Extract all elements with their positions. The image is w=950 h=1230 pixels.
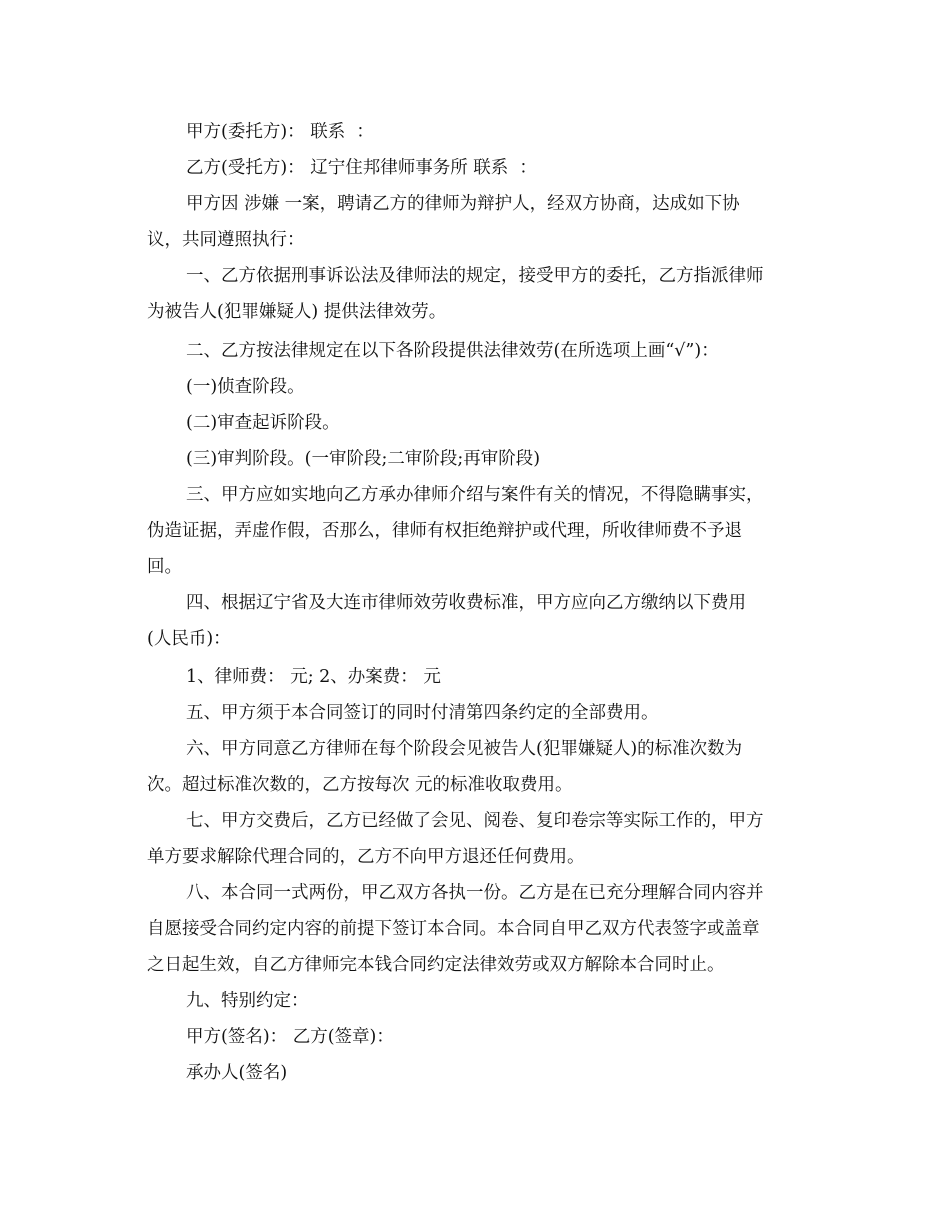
clause-4-line-2: (人民币)：	[147, 629, 231, 649]
clause-6-line-1: 六、甲方同意乙方律师在每个阶段会见被告人(犯罪嫌疑人)的标准次数为	[186, 739, 743, 759]
stage-trial: (三)审判阶段。(一审阶段;二审阶段;再审阶段)	[186, 449, 541, 469]
clause-2-line: 二、乙方按法律规定在以下各阶段提供法律效劳(在所选项上画“√”)：	[186, 341, 719, 361]
clause-5-line: 五、甲方须于本合同签订的同时付清第四条约定的全部费用。	[186, 703, 659, 723]
party-a-line: 甲方(委托方)： 联系 ：	[186, 122, 374, 142]
clause-3-line-1: 三、甲方应如实地向乙方承办律师介绍与案件有关的情况，不得隐瞒事实，	[186, 485, 764, 505]
clause-3-line-3: 回。	[147, 557, 182, 577]
clause-7-line-2: 单方要求解除代理合同的，乙方不向甲方退还任何费用。	[147, 847, 585, 867]
clause-8-line-2: 自愿接受合同约定内容的前提下签订本合同。本合同自甲乙双方代表签字或盖章	[147, 919, 760, 939]
party-b-line: 乙方(受托方)： 辽宁住邦律师事务所 联系 ：	[186, 158, 537, 178]
clause-1-line-1: 一、乙方依据刑事诉讼法及律师法的规定，接受甲方的委托，乙方指派律师	[186, 266, 764, 286]
preamble-line-2: 议，共同遵照执行：	[147, 230, 305, 250]
clause-4-line-1: 四、根据辽宁省及大连市律师效劳收费标准，甲方应向乙方缴纳以下费用	[186, 593, 746, 613]
stage-prosecution-review: (二)审查起诉阶段。	[186, 413, 340, 433]
clause-7-line-1: 七、甲方交费后，乙方已经做了会见、阅卷、复印卷宗等实际工作的，甲方	[186, 811, 764, 831]
fee-line: 1、律师费： 元; 2、办案费： 元	[186, 667, 441, 687]
clause-8-line-1: 八、本合同一式两份，甲乙双方各执一份。乙方是在已充分理解合同内容并	[186, 883, 764, 903]
signature-line: 甲方(签名)： 乙方(签章)：	[186, 1027, 394, 1047]
preamble-line-1: 甲方因 涉嫌 一案，聘请乙方的律师为辩护人，经双方协商，达成如下协	[186, 194, 740, 214]
clause-8-line-3: 之日起生效，自乙方律师完本钱合同约定法律效劳或双方解除本合同时止。	[147, 955, 725, 975]
clause-1-line-2: 为被告人(犯罪嫌疑人) 提供法律效劳。	[147, 302, 447, 322]
handler-signature-line: 承办人(签名)	[186, 1063, 288, 1083]
clause-9-line: 九、特别约定：	[186, 991, 309, 1011]
stage-investigation: (一)侦查阶段。	[186, 377, 305, 397]
clause-6-line-2: 次。超过标准次数的，乙方按每次 元的标准收取费用。	[147, 775, 573, 795]
clause-3-line-2: 伪造证据，弄虚作假，否那么，律师有权拒绝辩护或代理，所收律师费不予退	[147, 521, 742, 541]
